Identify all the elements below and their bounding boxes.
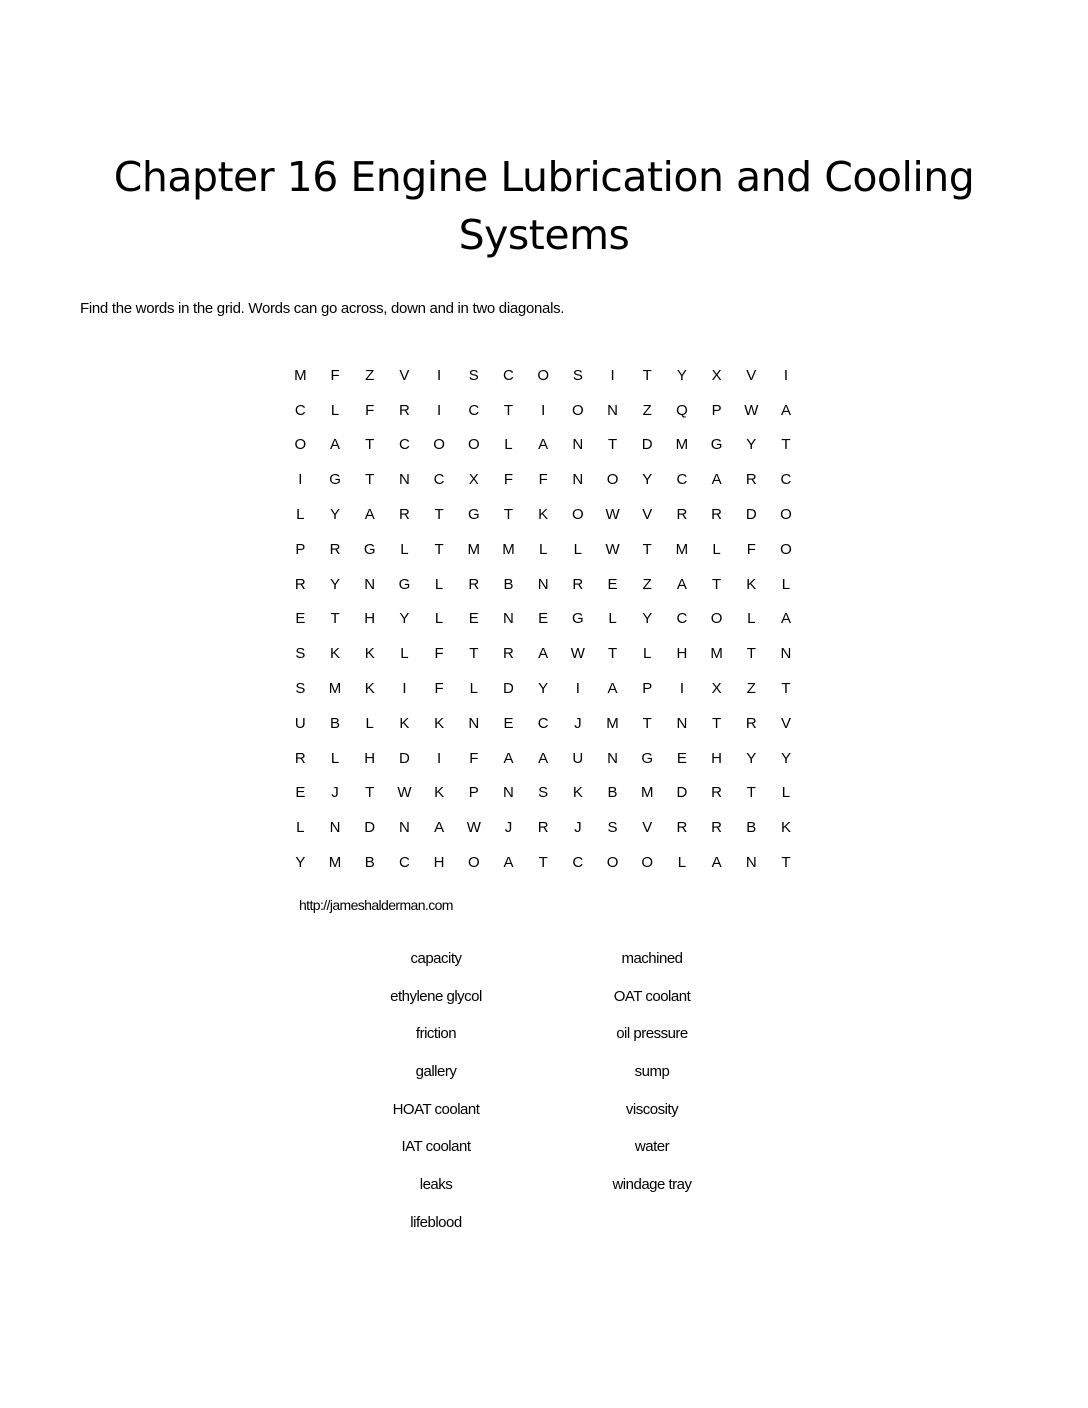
grid-letter: H bbox=[364, 610, 376, 628]
grid-letter: T bbox=[538, 854, 548, 872]
grid-letter: G bbox=[710, 436, 723, 454]
grid-letter: K bbox=[364, 645, 375, 663]
grid-letter: T bbox=[469, 645, 479, 663]
grid-letter: O bbox=[572, 506, 584, 524]
grid-letter: Y bbox=[746, 436, 757, 454]
grid-letter: N bbox=[329, 819, 341, 837]
grid-letter: T bbox=[607, 645, 618, 663]
grid-letter: O bbox=[467, 436, 480, 454]
grid-letter: D bbox=[745, 506, 757, 524]
word-list bbox=[328, 950, 760, 1252]
grid-letter: O bbox=[606, 471, 619, 489]
grid-letter: S bbox=[468, 366, 479, 384]
grid-letter: L bbox=[296, 506, 305, 524]
word-list-item: capacity bbox=[410, 950, 462, 967]
grid-letter: L bbox=[434, 575, 444, 593]
grid-letter: Z bbox=[746, 680, 756, 698]
grid-letter: R bbox=[294, 749, 306, 767]
grid-letter: R bbox=[711, 784, 723, 802]
grid-letter: M bbox=[502, 540, 515, 558]
grid-letter: I bbox=[402, 680, 407, 698]
grid-letter: T bbox=[434, 540, 444, 558]
grid-letter: T bbox=[330, 610, 340, 628]
grid-letter: H bbox=[364, 749, 376, 767]
grid-letter: P bbox=[642, 680, 653, 698]
grid-letter: W bbox=[605, 540, 620, 558]
grid-letter: T bbox=[503, 506, 514, 524]
grid-letter: A bbox=[711, 854, 722, 872]
grid-letter: N bbox=[364, 575, 376, 593]
grid-letter: E bbox=[676, 749, 687, 767]
grid-letter: J bbox=[331, 784, 339, 802]
grid-letter: R bbox=[711, 506, 723, 524]
grid-letter: S bbox=[295, 680, 306, 698]
grid-letter: G bbox=[329, 471, 341, 489]
grid-letter: Y bbox=[330, 575, 341, 593]
grid-letter: L bbox=[538, 540, 548, 558]
grid-letter: R bbox=[398, 401, 410, 419]
grid-letter: T bbox=[434, 506, 444, 524]
grid-letter: I bbox=[298, 471, 303, 489]
grid-letter: C bbox=[676, 471, 688, 489]
word-list-item: lifeblood bbox=[410, 1213, 462, 1231]
grid-letter: K bbox=[399, 714, 410, 732]
grid-letter: I bbox=[541, 401, 546, 419]
grid-letter: Y bbox=[780, 749, 791, 767]
grid-letter: L bbox=[400, 540, 409, 558]
grid-letter: M bbox=[606, 714, 619, 732]
word-search-grid bbox=[283, 358, 803, 880]
word-list-item: oil pressure bbox=[616, 1025, 688, 1043]
grid-letter: T bbox=[746, 645, 756, 663]
grid-letter: O bbox=[433, 436, 445, 454]
grid-letter: F bbox=[434, 645, 444, 663]
grid-letter: C bbox=[503, 366, 514, 384]
grid-letter: A bbox=[538, 645, 549, 663]
grid-letter: K bbox=[780, 819, 791, 837]
grid-letter: Y bbox=[399, 610, 410, 628]
grid-letter: Z bbox=[642, 401, 652, 419]
grid-letter: T bbox=[781, 680, 791, 698]
grid-letter: O bbox=[606, 854, 619, 872]
grid-letter: J bbox=[574, 714, 582, 732]
grid-letter: T bbox=[503, 401, 514, 419]
grid-letter: T bbox=[365, 784, 375, 802]
grid-letter: M bbox=[675, 540, 689, 558]
grid-letter: I bbox=[437, 401, 442, 419]
grid-letter: G bbox=[641, 749, 654, 767]
word-list-item: IAT coolant bbox=[401, 1138, 471, 1156]
word-list-item: sump bbox=[634, 1063, 670, 1081]
grid-letter: H bbox=[711, 749, 723, 767]
grid-letter: C bbox=[433, 471, 445, 489]
grid-letter: I bbox=[610, 366, 615, 384]
grid-letter: L bbox=[573, 540, 583, 558]
word-list-item: friction bbox=[415, 1025, 457, 1043]
word-list-item: machined bbox=[621, 950, 683, 967]
grid-letter: I bbox=[783, 366, 789, 384]
grid-letter: W bbox=[466, 819, 481, 837]
grid-letter: I bbox=[679, 680, 684, 698]
grid-letter: V bbox=[746, 366, 757, 384]
grid-letter: F bbox=[330, 366, 340, 384]
word-list-item: viscosity bbox=[625, 1100, 679, 1118]
grid-letter: T bbox=[712, 714, 722, 732]
grid-letter: L bbox=[296, 819, 305, 837]
grid-letter: L bbox=[677, 854, 687, 872]
grid-letter: N bbox=[607, 401, 618, 419]
grid-letter: I bbox=[575, 680, 580, 698]
grid-letter: B bbox=[746, 819, 757, 837]
grid-letter: H bbox=[676, 645, 688, 663]
grid-letter: R bbox=[294, 575, 306, 593]
grid-letter: N bbox=[780, 645, 792, 663]
grid-letter: V bbox=[399, 366, 410, 384]
grid-letter: O bbox=[780, 540, 792, 558]
grid-letter: P bbox=[295, 540, 306, 558]
grid-letter: Y bbox=[642, 471, 653, 489]
grid-letter: R bbox=[676, 819, 688, 837]
grid-letter: X bbox=[711, 366, 722, 384]
word-list-item: leaks bbox=[419, 1176, 453, 1194]
grid-letter: L bbox=[469, 680, 478, 698]
grid-letter: A bbox=[711, 471, 722, 489]
grid-letter: B bbox=[607, 784, 618, 802]
grid-letter: T bbox=[607, 436, 618, 454]
grid-letter: D bbox=[676, 784, 688, 802]
grid-letter: K bbox=[364, 680, 375, 698]
grid-letter: B bbox=[330, 714, 341, 732]
grid-letter: C bbox=[398, 436, 410, 454]
grid-letter: E bbox=[295, 610, 306, 628]
grid-letter: N bbox=[676, 714, 688, 732]
grid-letter: A bbox=[434, 819, 445, 837]
grid-letter: L bbox=[434, 610, 444, 628]
grid-letter: P bbox=[711, 401, 722, 419]
grid-letter: Y bbox=[676, 366, 687, 384]
grid-letter: X bbox=[711, 680, 722, 698]
grid-letter: A bbox=[503, 854, 514, 872]
grid-letter: M bbox=[294, 366, 307, 384]
grid-letter: N bbox=[537, 575, 549, 593]
grid-letter: G bbox=[467, 506, 480, 524]
grid-letter: M bbox=[328, 680, 342, 698]
grid-letter: G bbox=[572, 610, 584, 628]
grid-letter: F bbox=[469, 749, 479, 767]
grid-letter: A bbox=[780, 610, 791, 628]
grid-letter: D bbox=[364, 819, 376, 837]
grid-letter: N bbox=[503, 610, 514, 628]
grid-letter: P bbox=[468, 784, 479, 802]
grid-letter: L bbox=[330, 749, 340, 767]
grid-letter: O bbox=[780, 506, 792, 524]
grid-letter: K bbox=[434, 784, 445, 802]
grid-letter: Y bbox=[330, 506, 341, 524]
grid-letter: L bbox=[643, 645, 652, 663]
grid-letter: D bbox=[641, 436, 653, 454]
word-list-item: gallery bbox=[415, 1063, 457, 1081]
grid-letter: E bbox=[607, 575, 618, 593]
grid-letter: O bbox=[537, 366, 549, 384]
grid-letter: F bbox=[538, 471, 548, 489]
grid-letter: K bbox=[330, 645, 341, 663]
page-title: Chapter 16 Engine Lubrication and Cooling Systems bbox=[113, 153, 975, 259]
grid-letter: W bbox=[570, 645, 585, 663]
grid-letter: V bbox=[780, 714, 791, 732]
grid-letter: L bbox=[400, 645, 409, 663]
grid-letter: H bbox=[433, 854, 445, 872]
grid-letter: B bbox=[364, 854, 375, 872]
grid-letter: T bbox=[746, 784, 756, 802]
grid-letter: L bbox=[781, 784, 791, 802]
grid-letter: F bbox=[365, 401, 375, 419]
grid-letter: O bbox=[467, 854, 480, 872]
grid-letter: R bbox=[711, 819, 723, 837]
grid-letter: W bbox=[744, 401, 759, 419]
grid-letter: K bbox=[434, 714, 445, 732]
grid-letter: Z bbox=[642, 575, 652, 593]
grid-letter: T bbox=[781, 436, 791, 454]
grid-letter: A bbox=[364, 506, 375, 524]
grid-letter: C bbox=[398, 854, 410, 872]
grid-letter: L bbox=[504, 436, 513, 454]
grid-letter: R bbox=[745, 471, 757, 489]
grid-letter: T bbox=[642, 714, 652, 732]
grid-letter: N bbox=[607, 749, 618, 767]
grid-letter: M bbox=[640, 784, 654, 802]
grid-letter: A bbox=[780, 401, 791, 419]
grid-letter: D bbox=[398, 749, 410, 767]
grid-letter: T bbox=[365, 471, 375, 489]
grid-letter: S bbox=[572, 366, 583, 384]
grid-letter: A bbox=[676, 575, 687, 593]
grid-letter: D bbox=[503, 680, 514, 698]
grid-letter: M bbox=[328, 854, 342, 872]
grid-letter: Y bbox=[295, 854, 306, 872]
grid-letter: J bbox=[574, 819, 582, 837]
instructions-text: Find the words in the grid. Words can go across, down and in two diagonals. bbox=[80, 300, 565, 317]
grid-letter: T bbox=[712, 575, 722, 593]
grid-letter: R bbox=[745, 714, 757, 732]
grid-letter: R bbox=[329, 540, 341, 558]
grid-letter: F bbox=[434, 680, 444, 698]
grid-letter: X bbox=[468, 471, 479, 489]
grid-letter: S bbox=[538, 784, 549, 802]
grid-letter: T bbox=[365, 436, 375, 454]
grid-letter: N bbox=[572, 471, 584, 489]
grid-letter: U bbox=[294, 714, 306, 732]
grid-letter: F bbox=[746, 540, 756, 558]
grid-letter: R bbox=[676, 506, 688, 524]
grid-letter: C bbox=[572, 854, 584, 872]
grid-letter: S bbox=[607, 819, 618, 837]
grid-letter: A bbox=[538, 436, 549, 454]
grid-letter: V bbox=[642, 506, 653, 524]
word-list-item: water bbox=[634, 1138, 670, 1156]
grid-letter: S bbox=[295, 645, 306, 663]
source-url: http://jameshalderman.com bbox=[299, 897, 453, 913]
grid-letter: K bbox=[746, 575, 757, 593]
grid-letter: O bbox=[710, 610, 723, 628]
grid-letter: T bbox=[642, 366, 652, 384]
grid-letter: M bbox=[675, 436, 689, 454]
grid-letter: E bbox=[503, 714, 514, 732]
grid-letter: A bbox=[503, 749, 514, 767]
grid-letter: Y bbox=[746, 749, 757, 767]
grid-letter: M bbox=[710, 645, 723, 663]
grid-letter: O bbox=[641, 854, 654, 872]
grid-letter: L bbox=[365, 714, 374, 732]
grid-letter: L bbox=[330, 401, 340, 419]
grid-letter: R bbox=[572, 575, 584, 593]
grid-letter: I bbox=[437, 366, 442, 384]
grid-letter: C bbox=[468, 401, 480, 419]
grid-letter: E bbox=[295, 784, 306, 802]
grid-letter: Q bbox=[676, 401, 688, 419]
grid-letter: N bbox=[398, 819, 410, 837]
grid-letter: K bbox=[538, 506, 549, 524]
grid-letter: R bbox=[398, 506, 410, 524]
grid-letter: N bbox=[398, 471, 410, 489]
grid-letter: L bbox=[608, 610, 617, 628]
grid-letter: T bbox=[642, 540, 652, 558]
grid-letter: N bbox=[572, 436, 584, 454]
word-list-item: windage tray bbox=[612, 1176, 692, 1194]
grid-letter: C bbox=[294, 401, 306, 419]
grid-letter: Y bbox=[538, 680, 549, 698]
grid-letter: M bbox=[467, 540, 481, 558]
word-list-item: OAT coolant bbox=[613, 987, 691, 1005]
grid-letter: E bbox=[538, 610, 549, 628]
grid-letter: G bbox=[363, 540, 376, 558]
grid-letter: N bbox=[503, 784, 514, 802]
grid-letter: R bbox=[503, 645, 514, 663]
grid-letter: J bbox=[504, 819, 513, 837]
grid-letter: F bbox=[503, 471, 514, 489]
grid-letter: W bbox=[605, 506, 620, 524]
grid-letter: L bbox=[712, 540, 721, 558]
grid-letter: N bbox=[468, 714, 480, 732]
grid-letter: R bbox=[537, 819, 549, 837]
grid-letter: W bbox=[397, 784, 412, 802]
grid-letter: R bbox=[468, 575, 480, 593]
grid-letter: E bbox=[468, 610, 479, 628]
grid-letter: O bbox=[294, 436, 307, 454]
grid-letter: L bbox=[747, 610, 756, 628]
grid-letter: A bbox=[538, 749, 549, 767]
grid-letter: Y bbox=[642, 610, 653, 628]
grid-letter: Z bbox=[365, 366, 375, 384]
grid-letter: O bbox=[572, 401, 584, 419]
grid-letter: I bbox=[437, 749, 442, 767]
grid-letter: V bbox=[642, 819, 653, 837]
grid-letter: A bbox=[607, 680, 618, 698]
grid-letter: K bbox=[572, 784, 583, 802]
grid-letter: U bbox=[572, 749, 584, 767]
grid-letter: B bbox=[503, 575, 514, 593]
word-list-item: ethylene glycol bbox=[390, 987, 482, 1005]
grid-letter: C bbox=[676, 610, 688, 628]
word-list-item: HOAT coolant bbox=[392, 1100, 480, 1118]
grid-letter: T bbox=[781, 854, 791, 872]
grid-letter: L bbox=[781, 575, 791, 593]
grid-letter: C bbox=[537, 714, 549, 732]
grid-letter: A bbox=[330, 436, 341, 454]
grid-letter: N bbox=[745, 854, 757, 872]
grid-letter: G bbox=[398, 575, 411, 593]
grid-letter: C bbox=[780, 471, 792, 489]
